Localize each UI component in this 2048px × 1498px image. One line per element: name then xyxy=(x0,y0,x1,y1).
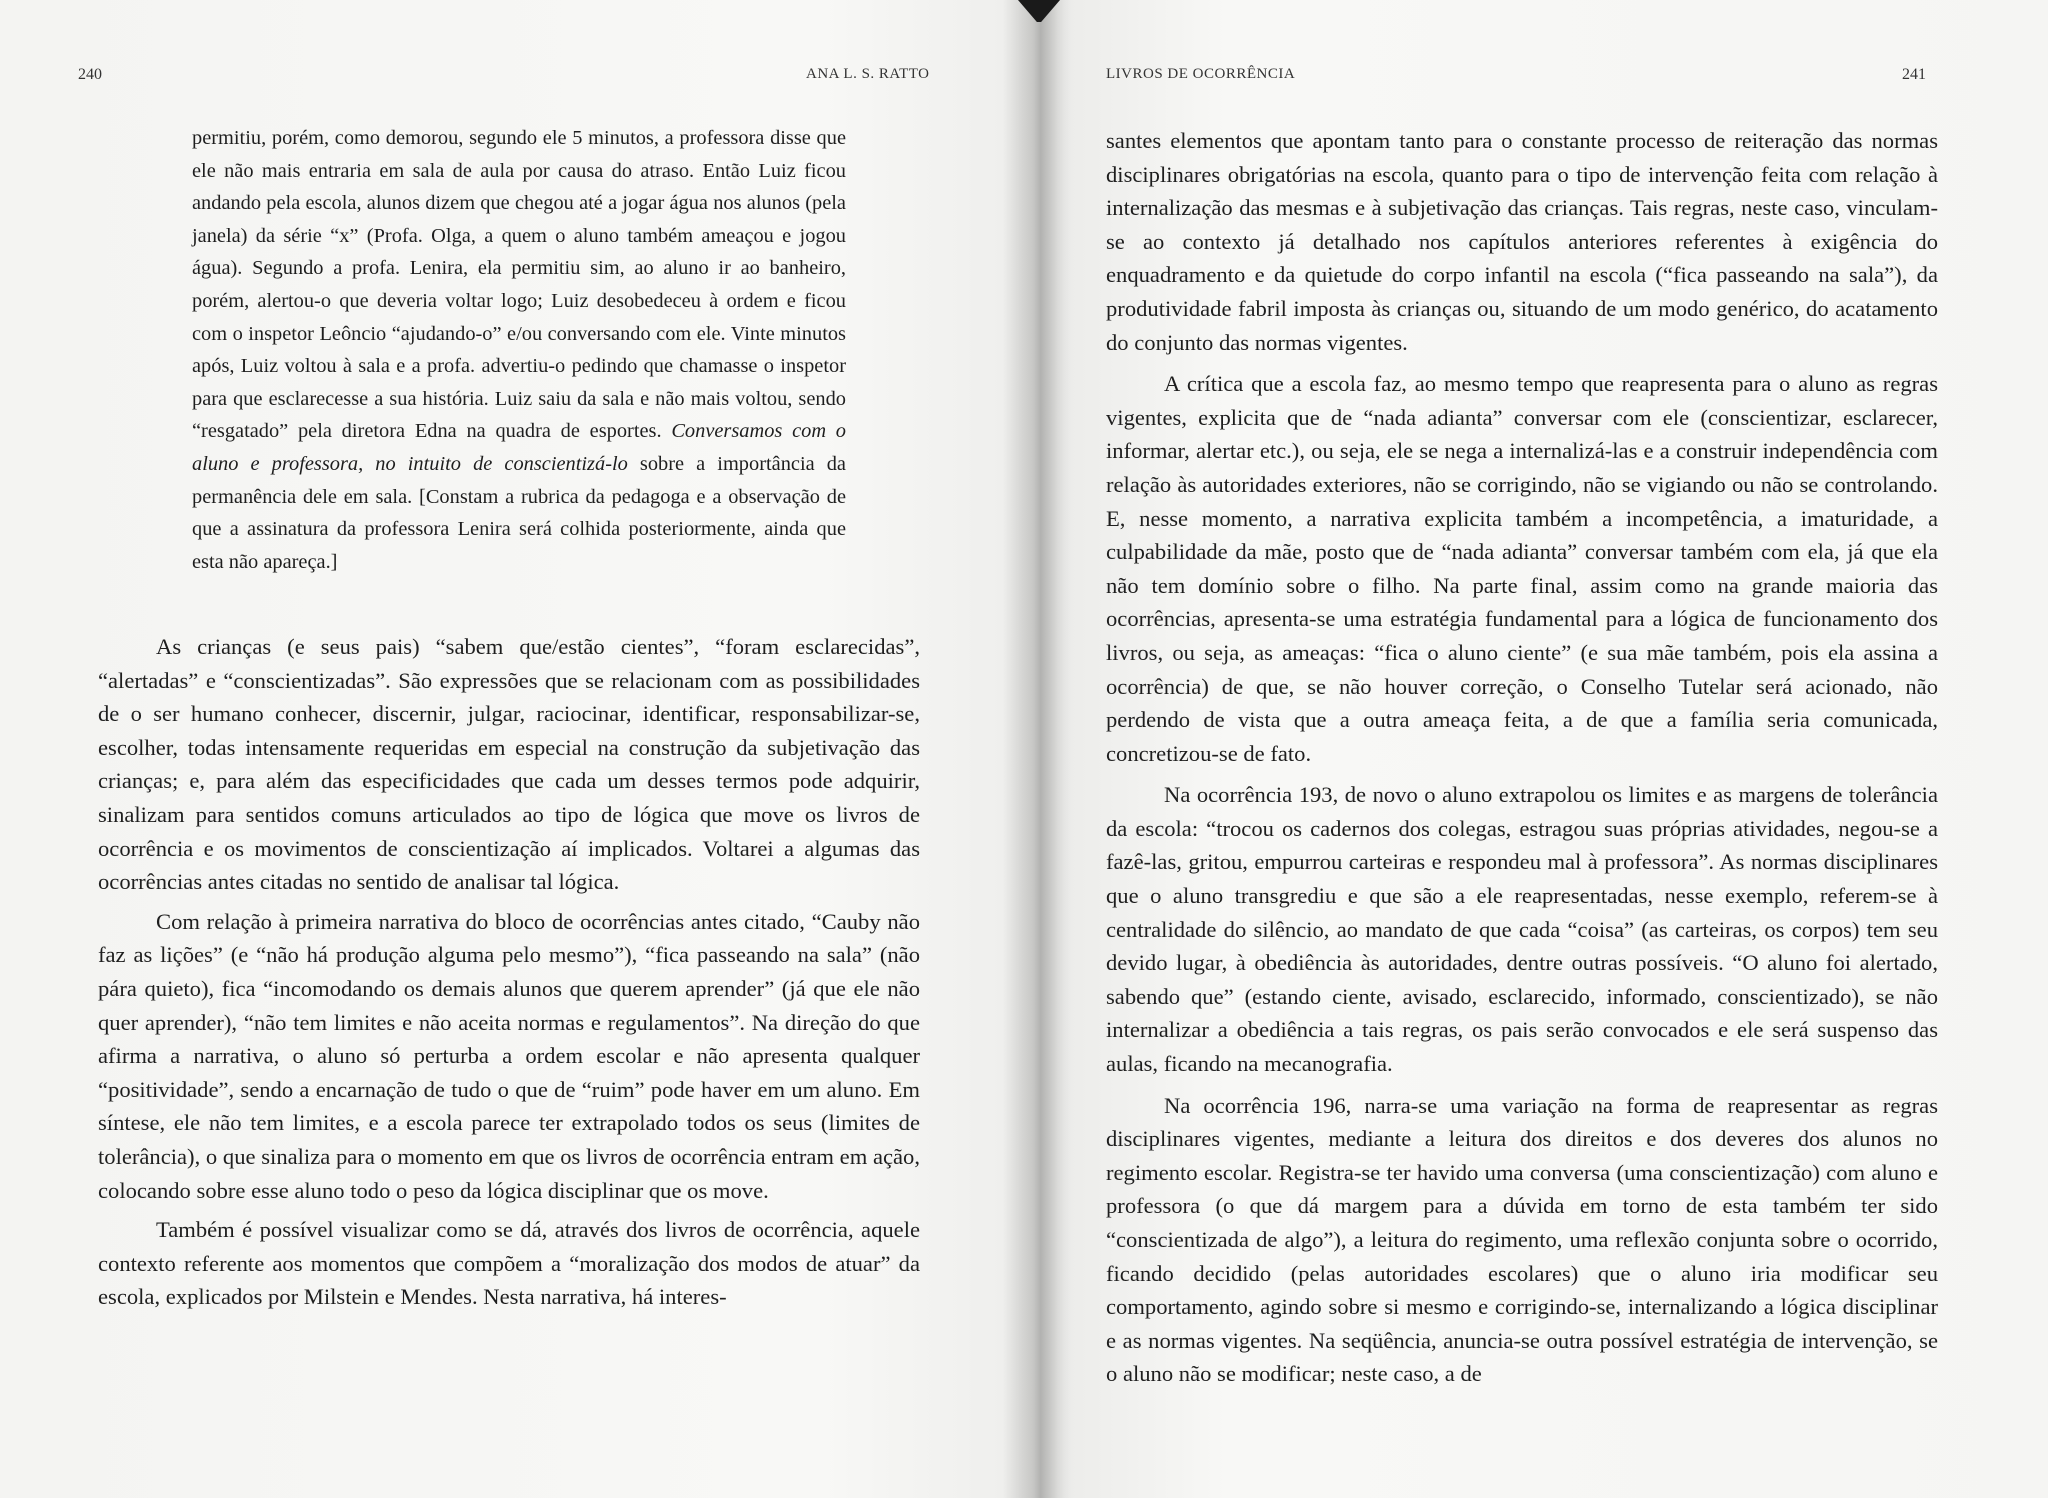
page-number-left: 240 xyxy=(78,66,102,83)
paragraph: Também é possível visualizar como se dá, através dos livros de ocorrência, aquele contexto referente aos momentos que compõem a “moralização dos modos de atuar” da escola, explicados por Milstein e Mendes. Nesta narrativa, há interes- xyxy=(98,1217,920,1310)
paragraph: Na ocorrência 193, de novo o aluno extrapolou os limites e as margens de tolerância da escola: “trocou os cadernos dos colegas, estragou suas próprias atividades, negou-se a fazê-las, gritou, empurrou carteiras e respondeu mal à professora”. As normas disciplinares que o aluno transgrediu e que são a ele reapresentadas, nesse exemplo, referem-se à centralidade do silêncio, ao mandato de que cada “coisa” (as carteiras, os corpos) tem seu devido lugar, à obediência às autoridades, dentre outras possíveis. “O aluno foi alertado, sabendo que” (estando ciente, avisado, esclarecido, informado, conscientizado), se não internalizar a obediência a tais regras, os pais serão convocados e ele será suspenso das aulas, ficando na mecanografia. xyxy=(1106,782,1938,1077)
running-head-right: LIVROS DE OCORRÊNCIA xyxy=(1106,66,1296,82)
paragraph-continuation: santes elementos que apontam tanto para o constante processo de reiteração das normas disciplinares obrigatórias na escola, quanto para o tipo de intervenção feita com relação à internalização das mesmas e à subjetivação das crianças. Tais regras, neste caso, vinculam-se ao contexto já detalhado nos capítulos anteriores referentes à exigência do enquadramento e da quietude do corpo infantil na escola (“fica passeando na sala”), da produtividade fabril imposta às crianças ou, situando de um modo genérico, do acatamento do conjunto das normas vigentes. xyxy=(1106,128,1938,355)
right-body xyxy=(1106,124,1938,1391)
left-body xyxy=(98,630,920,1314)
paragraph: A crítica que a escola faz, ao mesmo tempo que reapresenta para o aluno as regras vigentes, explicita que de “nada adianta” conversar com ele (conscientizar, esclarecer, informar, alertar etc.), ou seja, ele se nega a internalizá-las e a construir independência com relação às autoridades exteriores, não se corrigindo, não se vigiando ou não se controlando. E, nesse momento, a narrativa explicita também a incompetência, a imaturidade, a culpabilidade da mãe, posto que de “nada adianta” conversar também com ela, já que ela não tem domínio sobre o filho. Na parte final, assim como na grande maioria das ocorrências, apresenta-se uma estratégia fundamental para a lógica de funcionamento dos livros, ou seja, as ameaças: “fica o aluno ciente” (e sua mãe também, pois ela assina a ocorrência) de que, se não houver correção, o Conselho Tutelar será acionado, não perdendo de vista que a outra ameaça feita, a de que a família seria comunicada, concretizou-se de fato. xyxy=(1106,371,1938,766)
paragraph: As crianças (e seus pais) “sabem que/estão cientes”, “foram esclarecidas”, “alertadas” e “conscientizadas”. São expressões que se relacionam com as possibilidades de o ser humano conhecer, discernir, julgar, raciocinar, identificar, responsabilizar-se, escolher, todas intensamente requeridas em especial na construção da subjetivação das crianças; e, para além das especificidades que cada um desses termos pode adquirir, sinalizam para sentidos comuns articulados ao tipo de lógica que move os livros de ocorrência e os movimentos de conscientização aí implicados. Voltarei a algumas das ocorrências antes citadas no sentido de analisar tal lógica. xyxy=(98,634,920,895)
quote-text-end: sobre a importância da permanência dele em sala. [Constam a rubrica da pedagoga e a observação de que a assinatura da professora Lenira será colhida posteriormente, ainda que esta não apareça.] xyxy=(192,452,846,573)
quote-italic-text: Conversamos com o aluno e professora, no intuito de conscientizá-lo xyxy=(192,420,846,475)
block-quote xyxy=(192,122,846,578)
paragraph: Com relação à primeira narrativa do bloco de ocorrências antes citado, “Cauby não faz as lições” (e “não há produção alguma pelo mesmo”), “fica passeando na sala” (não pára quieto), fica “incomodando os demais alunos que querem aprender” (já que ele não quer aprender), “não tem limites e não aceita normas e regulamentos”. Na direção do que afirma a narrativa, o aluno só perturba a ordem escolar e não apresenta qualquer “positividade”, sendo a encarnação de tudo o que de “ruim” pode haver em um aluno. Em síntese, ele não tem limites, e a escola parece ter extrapolado todos os seus (limites de tolerância), o que sinaliza para o momento em que os livros de ocorrência entram em ação, colocando sobre esse aluno todo o peso da lógica disciplinar que os move. xyxy=(98,908,920,1203)
book-gutter xyxy=(1002,0,1072,1498)
running-head-left: ANA L. S. RATTO xyxy=(806,66,930,82)
page-number-right: 241 xyxy=(1902,66,1926,83)
quote-text: permitiu, porém, como demorou, segundo ele 5 minutos, a professora disse que ele não mais entraria em sala de aula por causa do atraso. Então Luiz ficou andando pela escola, alunos dizem que chegou até a jogar água nos alunos (pela janela) da série “x” (Profa. Olga, a quem o aluno também ameaçou e jogou água). Segundo a profa. Lenira, ela permitiu sim, ao aluno ir ao banheiro, porém, alertou-o que deveria voltar logo; Luiz desobedeceu à ordem e ficou com o inspetor Leôncio “ajudando-o” e/ou conversando com ele. Vinte minutos após, Luiz voltou à sala e a profa. advertiu-o pedindo que chamasse o inspetor para que esclarecesse a sua história. Luiz saiu da sala e não mais voltou, sendo “resgatado” pela diretora Edna na quadra de esportes. xyxy=(192,127,846,443)
paragraph: Na ocorrência 196, narra-se uma variação na forma de reapresentar as regras disciplinares vigentes, mediante a leitura dos direitos e dos deveres dos alunos no regimento escolar. Registra-se ter havido uma conversa (uma conscientização) com aluno e professora (o que dá margem para a dúvida em torno de esta também ter sido “conscientizada de algo”), a leitura do regimento, uma reflexão conjunta sobre o ocorrido, ficando decidido (pelas autoridades escolares) que o aluno iria modificar seu comportamento, agindo sobre si mesmo e corrigindo-se, internalizando a lógica disciplinar e as normas vigentes. Na seqüência, anuncia-se outra possível estratégia de intervenção, se o aluno não se modificar; neste caso, a de xyxy=(1106,1092,1938,1387)
